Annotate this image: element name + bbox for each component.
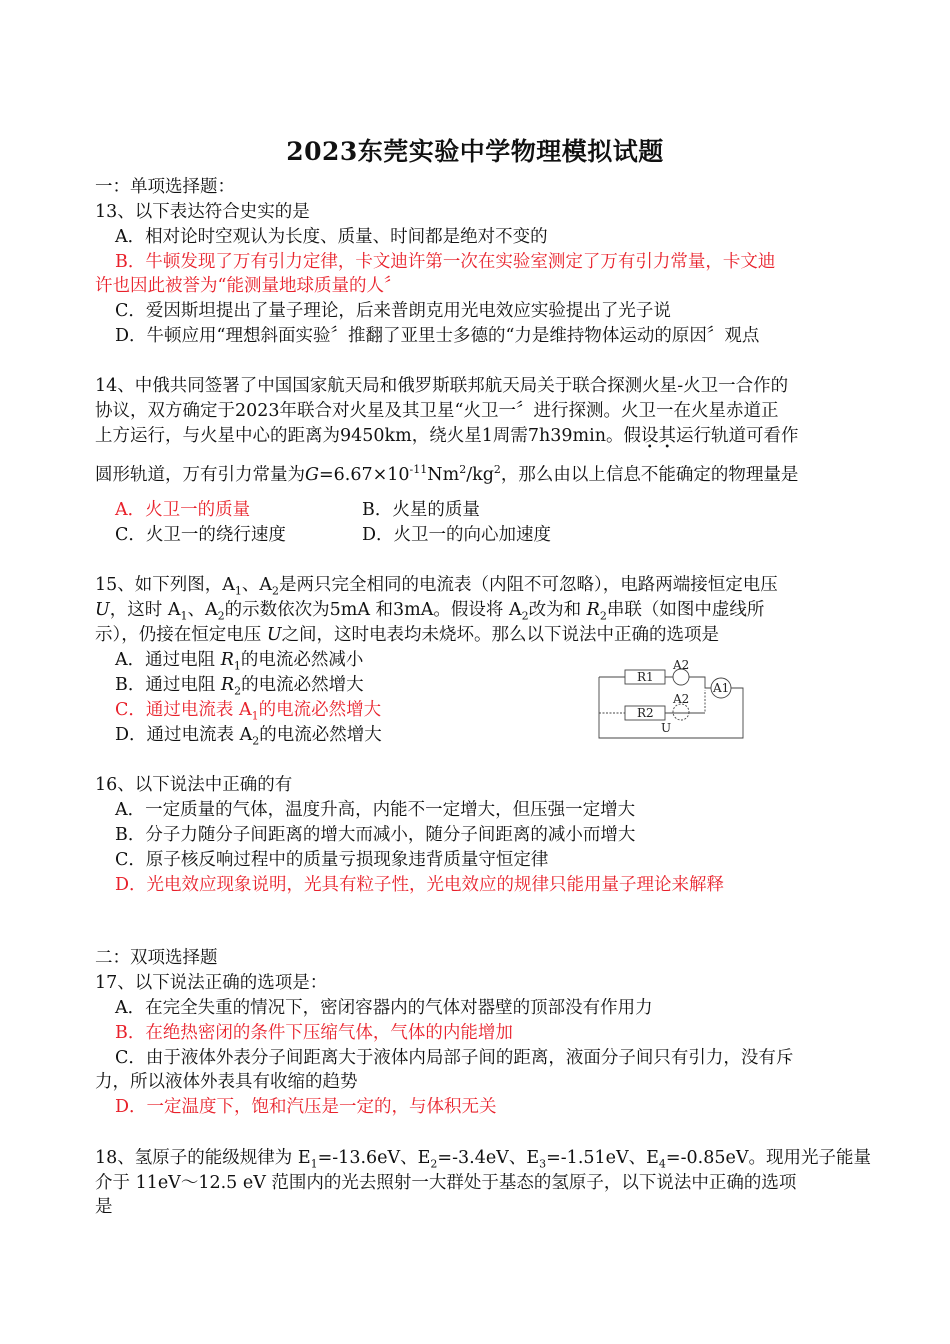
q13-option-b-line1: B．牛顿发现了万有引力定律，卡文迪许第一次在实验室测定了万有引力常量，卡文迪 [115, 252, 776, 272]
q14-stem-line4: 圆形轨道，万有引力常量为$G=6.67\times 10^{-11}Nm^2/kg^2$，那么由以上信息不能确定的物理量是 [95, 463, 799, 485]
page-title: 2023东莞实验中学物理模拟试题 [286, 137, 664, 166]
q15-stem-line2: U，这时 $A_1$、$A_2$的示数依次为5mA 和3mA。假设将 $A_2$改为和 $R_2$串联（如图中虚线所 [95, 600, 765, 623]
q16-option-a: A．一定质量的气体，温度升高，内能不一定增大，但压强一定增大 [115, 800, 636, 820]
q17-option-a: A．在完全失重的情况下，密闭容器内的气体对器壁的顶部没有作用力 [115, 998, 653, 1018]
q13-option-b-line2: 许也因此被誉为“能测量地球质量的人〞 [95, 276, 402, 296]
q17-option-c-line1: C．由于液体外表分子间距离大于液体内局部子间的距离，液面分子间只有引力，没有斥 [115, 1048, 794, 1068]
q15-option-a: A．通过电阻 $R_1$的电流必然减小 [115, 650, 364, 673]
q16-option-c: C．原子核反响过程中的质量亏损现象违背质量守恒定律 [115, 850, 549, 870]
ammeter-a2-bottom-symbol [673, 704, 689, 720]
q13-stem: 13、以下表达符合史实的是 [95, 202, 310, 222]
q13-option-a: A．相对论时空观认为长度、质量、时间都是绝对不变的 [115, 227, 548, 247]
label-a2-bottom: A2 [673, 692, 690, 706]
q17-option-b: B．在绝热密闭的条件下压缩气体，气体的内能增加 [115, 1023, 513, 1043]
q18-stem-line2: 介于 11eV～12.5 eV 范围内的光去照射一大群处于基态的氢原子，以下说法中正确的选项 [95, 1173, 797, 1193]
emphasis-dot-1: 不 [640, 465, 659, 485]
label-r1: R1 [637, 670, 654, 684]
q14-option-c: C．火卫一的绕行速度 [115, 525, 286, 545]
q17-stem: 17、以下说法正确的选项是： [95, 973, 328, 993]
label-a2-top: A2 [673, 660, 690, 672]
q16-option-d: D．光电效应现象说明，光具有粒子性，光电效应的规律只能用量子理论来解释 [115, 875, 725, 895]
q15-option-c: C．通过电流表 $A_1$的电流必然增大 [115, 700, 382, 723]
label-r2: R2 [637, 706, 654, 720]
circuit-diagram [595, 660, 747, 740]
q14-stem-line3: 上方运行，与火星中心的距离为9450km，绕火星1周需7h39min。假设其运行轨道可看作 [95, 426, 799, 446]
q16-option-b: B．分子力随分子间距离的增大而减小，随分子间距离的减小而增大 [115, 825, 636, 845]
q18-stem-line3: 是 [95, 1197, 113, 1217]
q15-stem-line3: 示），仍接在恒定电压 U之间，这时电表均未烧坏。那么以下说法中正确的选项是 [95, 625, 720, 645]
q14-option-b: B．火星的质量 [362, 500, 480, 520]
q17-option-c-line2: 力，所以液体外表具有收缩的趋势 [95, 1072, 358, 1092]
q13-option-d: D．牛顿应用“理想斜面实验〞推翻了亚里士多德的“力是维持物体运动的原因〞观点 [115, 326, 760, 346]
emphasis-dot-2: 能 [658, 465, 676, 485]
q15-option-b: B．通过电阻 $R_2$的电流必然增大 [115, 675, 364, 698]
q14-stem-line1: 14、中俄共同签署了中国国家航天局和俄罗斯联邦航天局关于联合探测火星-火卫一合作的 [95, 376, 789, 396]
q15-option-d: D．通过电流表 $A_2$的电流必然增大 [115, 725, 382, 748]
section-heading-double: 二：双项选择题 [95, 948, 218, 968]
q17-option-d: D．一定温度下，饱和汽压是一定的，与体积无关 [115, 1097, 497, 1117]
section-heading-single: 一：单项选择题： [95, 177, 235, 197]
q16-stem: 16、以下说法中正确的有 [95, 775, 293, 795]
q14-option-d: D．火卫一的向心加速度 [362, 525, 552, 545]
q13-option-c: C．爱因斯坦提出了量子理论，后来普朗克用光电效应实验提出了光子说 [115, 301, 671, 321]
label-a1: A1 [713, 681, 730, 695]
q15-stem-line1: 15、如下列图，$A_1$、$A_2$是两只完全相同的电流表（内阻不可忽略），电路两端接恒定电压 [95, 575, 778, 598]
q18-stem-line1: 18、氢原子的能级规律为 $E_1=-13.6eV$、$E_2=-3.4eV$、$E_3=-1.51eV$、$E_4=-0.85eV$。现用光子能量 [95, 1148, 871, 1171]
q14-stem-line2: 协议，双方确定于2023年联合对火星及其卫星“火卫一〞进行探测。火卫一在火星赤道正 [95, 401, 779, 421]
q14-option-a: A．火卫一的质量 [115, 500, 251, 520]
label-u: U [661, 721, 672, 735]
